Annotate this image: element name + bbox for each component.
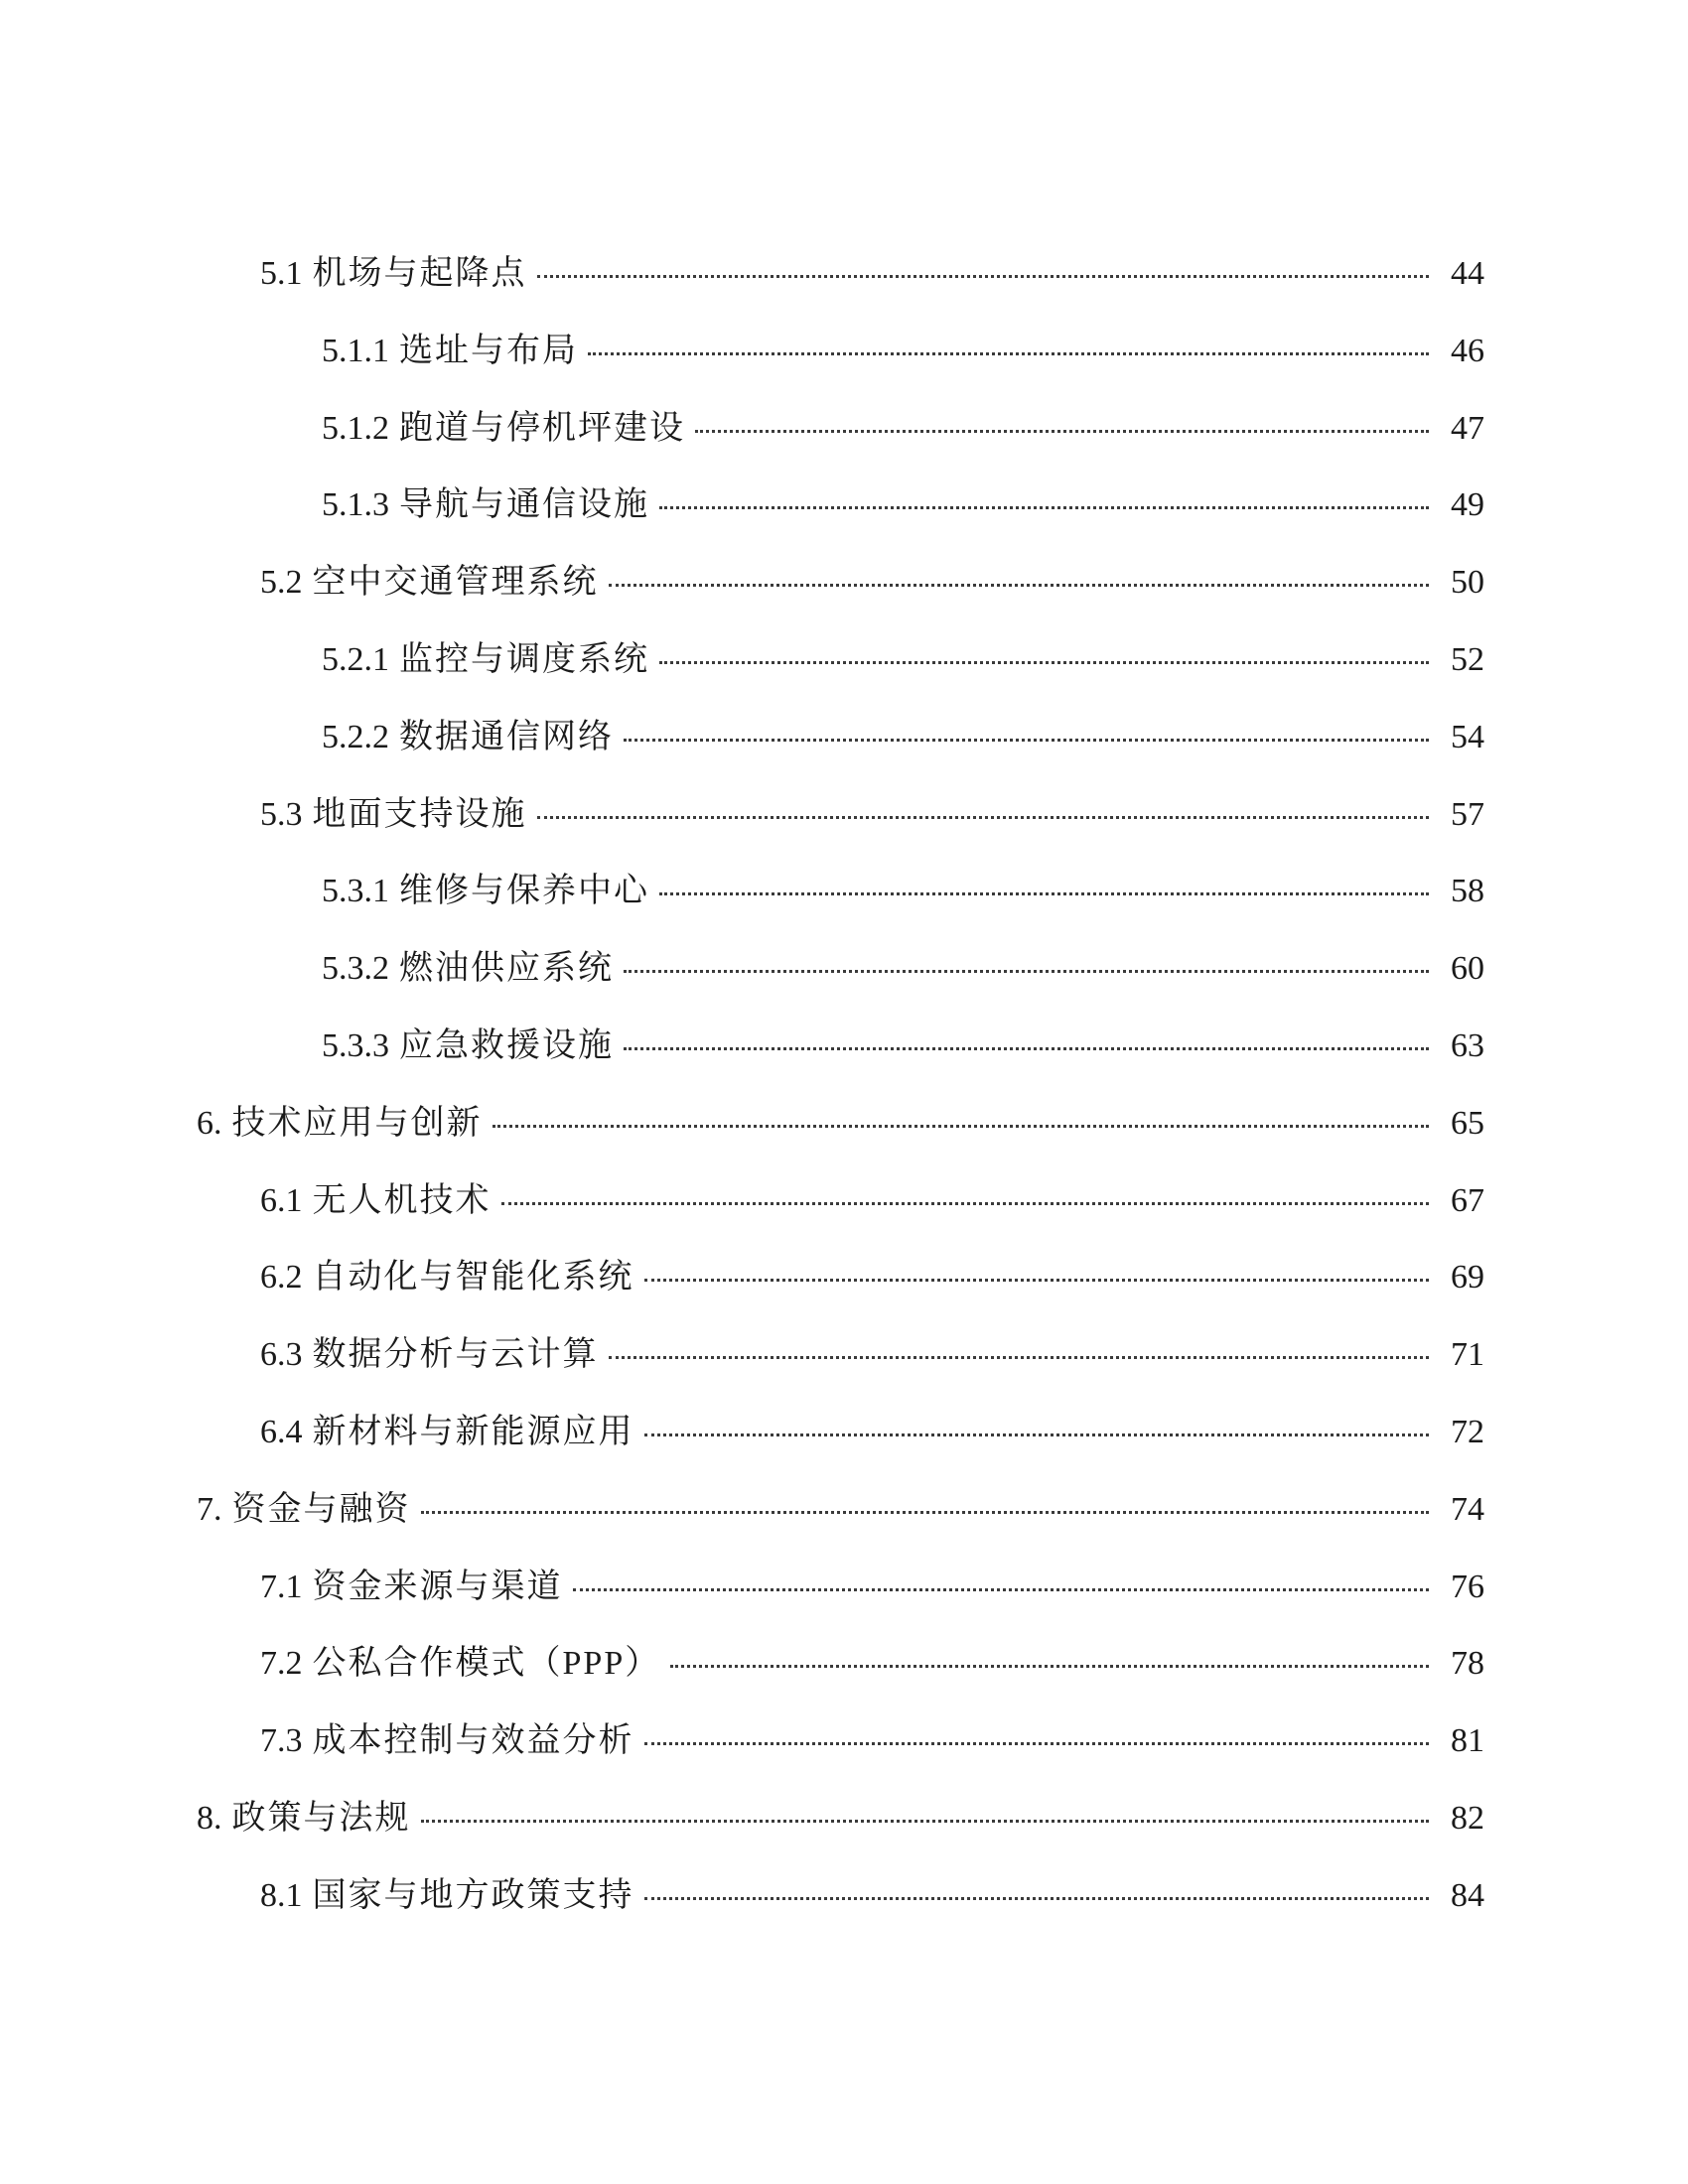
toc-entry-page-number: 74 <box>1451 1490 1484 1528</box>
toc-entry-page-number: 49 <box>1451 486 1484 524</box>
dot-leader <box>659 661 1429 664</box>
toc-entry-title: 自动化与智能化系统 <box>312 1259 634 1297</box>
toc-entry-title: 数据通信网络 <box>399 718 614 755</box>
toc-entry[interactable] <box>0 475 1688 552</box>
dot-leader <box>421 1820 1430 1823</box>
toc-entry-title: 监控与调度系统 <box>399 640 649 678</box>
toc-entry-number: 8. <box>197 1799 222 1837</box>
toc-entry-page-number: 67 <box>1451 1181 1484 1219</box>
dot-leader <box>695 430 1429 433</box>
toc-entry-number: 6.1 <box>260 1181 303 1219</box>
toc-entry-number: 5.2.1 <box>322 640 389 678</box>
toc-entry-number: 6.4 <box>260 1413 303 1450</box>
dot-leader <box>624 739 1429 742</box>
toc-entry-title: 机场与起降点 <box>312 255 527 292</box>
toc-entry[interactable] <box>0 1324 1688 1402</box>
dot-leader <box>670 1665 1429 1668</box>
dot-leader <box>624 970 1429 973</box>
toc-entry-page-number: 63 <box>1451 1026 1484 1064</box>
dot-leader <box>609 1356 1430 1359</box>
toc-entry-number: 7. <box>197 1490 222 1528</box>
toc-entry[interactable] <box>0 552 1688 629</box>
toc-entry-page-number: 44 <box>1451 255 1484 292</box>
toc-entry-page-number: 54 <box>1451 718 1484 755</box>
toc-entry[interactable] <box>0 707 1688 784</box>
toc-entry-title: 政策与法规 <box>231 1799 411 1837</box>
dot-leader <box>624 1047 1429 1050</box>
toc-entry[interactable] <box>0 1633 1688 1710</box>
toc-entry-number: 5.3.2 <box>322 950 389 988</box>
toc-entry[interactable] <box>0 398 1688 476</box>
toc-entry-title: 跑道与停机坪建设 <box>399 409 685 447</box>
toc-entry[interactable] <box>0 861 1688 938</box>
toc-entry-title: 公私合作模式（PPP） <box>312 1645 661 1683</box>
toc-entry[interactable] <box>0 629 1688 707</box>
table-of-contents <box>0 243 1688 1943</box>
toc-entry-number: 6.2 <box>260 1259 303 1297</box>
toc-entry-number: 5.2.2 <box>322 718 389 755</box>
toc-entry[interactable] <box>0 1710 1688 1788</box>
toc-entry[interactable] <box>0 1788 1688 1865</box>
toc-entry-number: 6.3 <box>260 1336 303 1374</box>
toc-entry[interactable] <box>0 1247 1688 1324</box>
toc-entry-number: 5.3.3 <box>322 1026 389 1064</box>
toc-entry[interactable] <box>0 1170 1688 1248</box>
toc-entry-title: 燃油供应系统 <box>399 950 614 988</box>
toc-entry[interactable] <box>0 1402 1688 1479</box>
toc-entry-page-number: 71 <box>1451 1336 1484 1374</box>
toc-entry[interactable] <box>0 1093 1688 1170</box>
toc-entry-page-number: 65 <box>1451 1104 1484 1142</box>
toc-entry-number: 7.3 <box>260 1722 303 1760</box>
toc-entry-number: 5.3.1 <box>322 873 389 910</box>
dot-leader <box>659 506 1429 509</box>
toc-entry[interactable] <box>0 1479 1688 1557</box>
toc-entry-number: 5.1.2 <box>322 409 389 447</box>
toc-entry-title: 国家与地方政策支持 <box>312 1876 634 1914</box>
toc-entry-page-number: 50 <box>1451 564 1484 602</box>
dot-leader <box>573 1588 1430 1591</box>
toc-entry-title: 应急救援设施 <box>399 1026 614 1064</box>
toc-entry-page-number: 52 <box>1451 640 1484 678</box>
toc-entry[interactable] <box>0 1865 1688 1943</box>
toc-entry-title: 资金来源与渠道 <box>312 1568 563 1605</box>
toc-entry-title: 维修与保养中心 <box>399 873 649 910</box>
toc-entry-number: 5.2 <box>260 564 303 602</box>
toc-entry-number: 7.2 <box>260 1645 303 1683</box>
toc-entry[interactable] <box>0 784 1688 862</box>
toc-entry-title: 成本控制与效益分析 <box>312 1722 634 1760</box>
toc-entry-title: 新材料与新能源应用 <box>312 1413 634 1450</box>
toc-entry-title: 数据分析与云计算 <box>312 1336 599 1374</box>
toc-entry-number: 7.1 <box>260 1568 303 1605</box>
toc-entry-page-number: 58 <box>1451 873 1484 910</box>
dot-leader <box>659 892 1429 895</box>
toc-entry-page-number: 60 <box>1451 950 1484 988</box>
toc-entry-title: 资金与融资 <box>231 1490 411 1528</box>
toc-entry-title: 地面支持设施 <box>312 795 527 833</box>
toc-entry[interactable] <box>0 243 1688 321</box>
dot-leader <box>588 352 1429 355</box>
dot-leader <box>644 1897 1430 1900</box>
toc-entry-title: 技术应用与创新 <box>231 1104 483 1142</box>
toc-entry-page-number: 69 <box>1451 1259 1484 1297</box>
dot-leader <box>609 584 1430 587</box>
toc-entry[interactable] <box>0 938 1688 1016</box>
toc-entry-page-number: 72 <box>1451 1413 1484 1450</box>
dot-leader <box>644 1742 1430 1745</box>
dot-leader <box>492 1125 1430 1128</box>
toc-entry-page-number: 76 <box>1451 1568 1484 1605</box>
toc-entry-title: 选址与布局 <box>399 332 578 369</box>
toc-entry-page-number: 82 <box>1451 1799 1484 1837</box>
toc-entry[interactable] <box>0 1557 1688 1634</box>
toc-entry-title: 无人机技术 <box>312 1181 492 1219</box>
toc-entry-title: 导航与通信设施 <box>399 486 649 524</box>
dot-leader <box>537 275 1430 278</box>
dot-leader <box>644 1279 1430 1282</box>
toc-entry-number: 8.1 <box>260 1876 303 1914</box>
toc-entry-number: 5.3 <box>260 795 303 833</box>
dot-leader <box>537 816 1430 819</box>
dot-leader <box>501 1202 1430 1205</box>
toc-entry-page-number: 78 <box>1451 1645 1484 1683</box>
toc-entry-page-number: 84 <box>1451 1876 1484 1914</box>
dot-leader <box>421 1511 1430 1514</box>
toc-entry-number: 5.1 <box>260 255 303 292</box>
toc-entry-page-number: 46 <box>1451 332 1484 369</box>
dot-leader <box>644 1433 1430 1436</box>
toc-entry-number: 5.1.1 <box>322 332 389 369</box>
toc-entry-number: 5.1.3 <box>322 486 389 524</box>
toc-entry-number: 6. <box>197 1104 222 1142</box>
toc-entry-title: 空中交通管理系统 <box>312 564 599 602</box>
toc-entry[interactable] <box>0 1016 1688 1093</box>
toc-entry-page-number: 47 <box>1451 409 1484 447</box>
toc-entry-page-number: 57 <box>1451 795 1484 833</box>
toc-entry-page-number: 81 <box>1451 1722 1484 1760</box>
toc-entry[interactable] <box>0 321 1688 398</box>
